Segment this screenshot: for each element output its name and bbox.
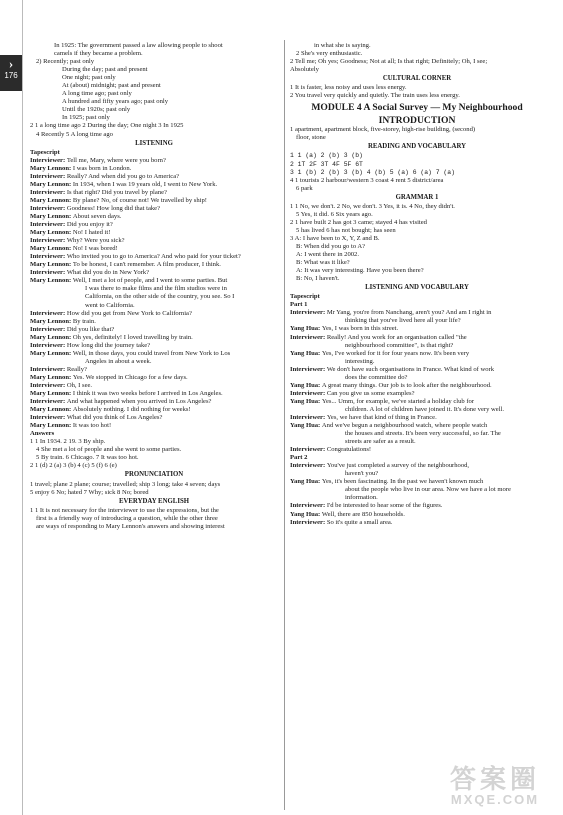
section-heading: GRAMMAR 1 xyxy=(395,193,439,201)
text-line: California, on the other side of the country, you see. So I xyxy=(85,293,235,301)
speaker-label: Mary Lennon xyxy=(30,422,70,430)
speaker-label: Interviewer xyxy=(30,309,63,317)
text-line: in what she is saying. xyxy=(314,42,371,49)
speaker-colon: : xyxy=(69,245,73,253)
speaker-colon: : xyxy=(318,478,322,486)
speaker-label: Interviewer xyxy=(30,341,63,349)
speaker-colon: : xyxy=(62,414,67,422)
speaker-label: Interviewer xyxy=(30,269,63,277)
dialogue-line xyxy=(30,406,278,414)
dialogue-line xyxy=(290,478,544,486)
speaker-colon: : xyxy=(322,389,327,397)
dialogue-line xyxy=(290,390,544,398)
speaker-colon: : xyxy=(318,325,322,333)
dialogue-line xyxy=(290,511,544,519)
speaker-label: Yang Hua xyxy=(290,397,319,405)
dialogue-line xyxy=(290,398,544,406)
speaker-label: Mary Lennon xyxy=(30,180,70,188)
speaker-colon: : xyxy=(62,365,67,373)
page-number-tab xyxy=(0,55,22,91)
text-line: went to California. xyxy=(85,301,135,309)
speaker-label: Mary Lennon xyxy=(30,349,70,357)
speaker-colon: : xyxy=(69,180,73,188)
speaker-colon: : xyxy=(322,333,327,341)
speaker-label: Yang Hua xyxy=(290,349,319,357)
speaker-label: Mary Lennon xyxy=(30,196,70,204)
speaker-label: Yang Hua xyxy=(290,325,319,333)
speaker-colon: : xyxy=(62,381,67,389)
text-line: 5 has lived 6 has not bought; has seen xyxy=(296,226,396,234)
dialogue-line xyxy=(30,221,278,229)
subheading: Part 1 xyxy=(290,301,308,309)
subheading: Answers xyxy=(30,430,55,438)
text-line: are ways of responding to Mary Lennon's answers and showing interest xyxy=(36,522,225,530)
dialogue-text: Goodness! How long did that take? xyxy=(66,204,161,212)
dialogue-text: How did you get from New York to California? xyxy=(66,309,192,317)
speaker-colon: : xyxy=(318,510,322,518)
left-column xyxy=(30,42,278,531)
text-line: streets are safer as a result. xyxy=(345,438,416,446)
speaker-label: Interviewer xyxy=(290,333,323,341)
speaker-colon: : xyxy=(69,229,73,237)
dialogue-text: Why? Were you sick? xyxy=(66,237,125,245)
subheading: Tapescript xyxy=(30,148,60,156)
speaker-colon: : xyxy=(62,188,67,196)
text-line: 2 1 (d) 2 (a) 3 (b) 4 (c) 5 (f) 6 (e) xyxy=(30,462,117,470)
dialogue-line xyxy=(30,197,278,205)
speaker-label: Yang Hua xyxy=(290,510,319,518)
dialogue-text: By plane? No, of course not! We travelled by ship! xyxy=(72,196,207,204)
speaker-colon: : xyxy=(69,196,73,204)
dialogue-text: A great many things. Our job is to look after the neighbourhood. xyxy=(321,381,492,389)
speaker-colon: : xyxy=(62,398,67,406)
speaker-colon: : xyxy=(62,237,67,245)
text-line: 3 A: I have been to X, Y, Z and B. xyxy=(290,234,380,242)
text-line: 1 1 No, we don't. 2 No, we don't. 3 Yes, it is. 4 No, they didn't. xyxy=(290,202,455,210)
text-line: 6 park xyxy=(296,184,313,192)
speaker-label: Interviewer xyxy=(30,414,63,422)
section-heading: LISTENING AND VOCABULARY xyxy=(365,284,469,292)
dialogue-line xyxy=(30,261,278,269)
dialogue-text: Yes. We stopped in Chicago for a few days. xyxy=(72,373,188,381)
dialogue-text: Oh, I see. xyxy=(66,381,93,389)
speaker-label: Interviewer xyxy=(30,221,63,229)
dialogue-line xyxy=(290,414,544,422)
speaker-colon: : xyxy=(69,333,73,341)
watermark-line1: 答案圈 xyxy=(449,764,540,794)
speaker-colon: : xyxy=(69,422,73,430)
dialogue-line xyxy=(30,269,278,277)
dialogue-line xyxy=(30,374,278,382)
page-number: 176 xyxy=(4,71,18,80)
text-line: 5 By train. 6 Chicago. 7 It was too hot. xyxy=(36,454,139,462)
dialogue-line xyxy=(290,446,544,454)
speaker-colon: : xyxy=(322,502,327,510)
speaker-colon: : xyxy=(62,253,67,261)
speaker-label: Interviewer xyxy=(290,502,323,510)
speaker-colon: : xyxy=(69,349,73,357)
dialogue-text: Congratulations! xyxy=(326,446,372,454)
text-line: children. A lot of children have joined it. It's done very well. xyxy=(345,405,505,413)
text-line: haven't you? xyxy=(345,470,379,478)
dialogue-line xyxy=(30,189,278,197)
dialogue-text: So it's quite a small area. xyxy=(326,518,393,526)
speaker-label: Mary Lennon xyxy=(30,317,70,325)
dialogue-text: It was too hot! xyxy=(72,422,112,430)
dialogue-text: Really! And you work for an organisation called "the xyxy=(326,333,467,341)
text-line: B: When did you go to A? xyxy=(296,242,366,250)
speaker-label: Interviewer xyxy=(30,237,63,245)
dialogue-text: Who invited you to go to America? And who paid for your ticket? xyxy=(66,253,241,261)
text-line: about the people who live in our area. Now we have a lot more xyxy=(345,486,511,494)
dialogue-text: What did you think of Los Angeles? xyxy=(66,414,163,422)
speaker-colon: : xyxy=(322,309,327,317)
text-line: 4 Recently 5 A long time ago xyxy=(36,130,113,138)
text-line: 2 1T 2F 3T 4F 5F 6T xyxy=(290,160,363,168)
text-line: I was there to make films and the film studios were in xyxy=(85,285,227,293)
speaker-label: Interviewer xyxy=(290,518,323,526)
section-heading: READING AND VOCABULARY xyxy=(367,143,467,151)
speaker-label: Yang Hua xyxy=(290,422,319,430)
speaker-label: Interviewer xyxy=(30,325,63,333)
dialogue-line xyxy=(30,342,278,350)
text-line: 1 It is faster, less noisy and uses less energy. xyxy=(290,84,407,92)
dialogue-line xyxy=(30,253,278,261)
speaker-colon: : xyxy=(322,365,327,373)
text-line: first is a friendly way of introducing a question, while the other three xyxy=(36,514,218,522)
dialogue-text: And what happened when you arrived in Los Angeles? xyxy=(66,398,212,406)
speaker-label: Mary Lennon xyxy=(30,261,70,269)
text-line: 3 1 (b) 2 (b) 3 (b) 4 (b) 5 (a) 6 (a) 7 (a) xyxy=(290,168,455,176)
dialogue-line xyxy=(30,165,278,173)
page-edge xyxy=(0,0,23,815)
speaker-label: Mary Lennon xyxy=(30,333,70,341)
dialogue-text: I was born in London. xyxy=(72,164,132,172)
speaker-label: Interviewer xyxy=(30,188,63,196)
dialogue-text: Is that right? Did you travel by plane? xyxy=(66,188,167,196)
text-line: A long time ago; past only xyxy=(62,90,132,98)
dialogue-line xyxy=(290,325,544,333)
text-line: 1 1 (a) 2 (b) 3 (b) xyxy=(290,152,363,160)
speaker-label: Mary Lennon xyxy=(30,212,70,220)
speaker-colon: : xyxy=(62,156,67,164)
dialogue-text: Well, in those days, you could travel from New York to Los xyxy=(72,349,231,357)
dialogue-line xyxy=(290,366,544,374)
text-line: information. xyxy=(345,494,378,502)
speaker-label: Interviewer xyxy=(290,365,323,373)
chevron-right-icon: › xyxy=(8,56,14,71)
text-line: 2 You travel very quickly and quietly. The train uses less energy. xyxy=(290,92,460,100)
speaker-colon: : xyxy=(62,221,67,229)
speaker-colon: : xyxy=(69,277,73,285)
text-line: 2 She's very enthusiastic. xyxy=(296,50,363,58)
section-heading: EVERYDAY ENGLISH xyxy=(118,497,190,505)
dialogue-line xyxy=(30,173,278,181)
dialogue-text: I'd be interested to hear some of the figures. xyxy=(326,502,443,510)
speaker-label: Interviewer xyxy=(30,172,63,180)
dialogue-text: Really? And when did you go to America? xyxy=(66,172,180,180)
dialogue-line xyxy=(30,181,278,189)
speaker-colon: : xyxy=(318,397,322,405)
speaker-colon: : xyxy=(62,172,67,180)
dialogue-line xyxy=(30,277,278,285)
dialogue-text: Did you enjoy it? xyxy=(66,221,113,229)
speaker-colon: : xyxy=(69,212,73,220)
speaker-label: Interviewer xyxy=(290,389,323,397)
text-line: A: It was very interesting. Have you been there? xyxy=(296,267,424,275)
text-line: 5 enjoy 6 No; hated 7 Why; sick 8 No; bored xyxy=(30,488,149,496)
dialogue-text: No! I was bored! xyxy=(72,245,118,253)
text-line: 1 apartment, apartment block, five-storey, high-rise building, (second) xyxy=(290,126,476,134)
text-line: floor, stone xyxy=(296,134,326,142)
dialogue-line xyxy=(30,398,278,406)
dialogue-text: Yes, I was born in this street. xyxy=(321,325,399,333)
dialogue-line xyxy=(290,462,544,470)
speaker-colon: : xyxy=(322,446,327,454)
dialogue-text: By train. xyxy=(72,317,96,325)
speaker-label: Mary Lennon xyxy=(30,373,70,381)
speaker-colon: : xyxy=(322,462,327,470)
speaker-label: Yang Hua xyxy=(290,478,319,486)
dialogue-line xyxy=(30,245,278,253)
text-line: Absolutely xyxy=(290,66,319,74)
dialogue-line xyxy=(290,502,544,510)
dialogue-text: Well, I met a lot of people, and I went to some parties. But xyxy=(72,277,228,285)
speaker-colon: : xyxy=(62,341,67,349)
speaker-label: Mary Lennon xyxy=(30,277,70,285)
text-line: 2 Tell me; Oh yes; Goodness; Not at all; Is that right; Definitely; Oh, I see; xyxy=(290,58,488,66)
text-line: During the day; past and present xyxy=(62,66,148,74)
dialogue-text: About seven days. xyxy=(72,212,122,220)
speaker-label: Mary Lennon xyxy=(30,245,70,253)
speaker-colon: : xyxy=(318,422,322,430)
speaker-label: Interviewer xyxy=(30,398,63,406)
dialogue-line xyxy=(30,318,278,326)
module-heading: INTRODUCTION xyxy=(378,115,456,127)
text-line: In 1925: The government passed a law allowing people to shoot xyxy=(54,42,223,49)
speaker-label: Interviewer xyxy=(30,365,63,373)
text-line: the houses and streets. It's been very successful, so far. The xyxy=(345,430,501,438)
text-line: interesting. xyxy=(345,357,375,365)
text-line: 2 1 a long time ago 2 During the day; One night 3 In 1925 xyxy=(30,122,184,130)
text-line: A hundred and fifty years ago; past only xyxy=(62,98,169,106)
dialogue-text: Did you like that? xyxy=(66,325,115,333)
dialogue-line xyxy=(30,382,278,390)
speaker-colon: : xyxy=(322,413,327,421)
text-line: neighbourhood committee", is that right? xyxy=(345,341,454,349)
watermark-line2: MXQE.COM xyxy=(450,792,540,807)
text-line: 2 1 have built 2 has got 3 came; stayed 4 has visited xyxy=(290,218,427,226)
dialogue-text: Yes, we have that kind of thing in France. xyxy=(326,413,437,421)
text-line: Until the 1920s; past only xyxy=(62,106,131,114)
speaker-colon: : xyxy=(62,269,67,277)
text-line: 2) Recently; past only xyxy=(36,58,95,66)
speaker-label: Mary Lennon xyxy=(30,390,70,398)
dialogue-line xyxy=(30,414,278,422)
speaker-colon: : xyxy=(69,164,73,172)
speaker-colon: : xyxy=(69,390,73,398)
speaker-colon: : xyxy=(62,325,67,333)
text-line: B: No, I haven't. xyxy=(296,275,340,283)
dialogue-text: Yes, I've worked for it for four years now. It's been very xyxy=(321,349,470,357)
dialogue-line xyxy=(290,422,544,430)
speaker-colon: : xyxy=(322,518,327,526)
dialogue-text: No! I hated it! xyxy=(72,229,111,237)
text-line: camels if they became a problem. xyxy=(54,50,143,58)
dialogue-line xyxy=(30,157,278,165)
column-divider xyxy=(284,40,285,810)
dialogue-text: Really? xyxy=(66,365,87,373)
speaker-label: Interviewer xyxy=(290,309,323,317)
speaker-label: Interviewer xyxy=(30,381,63,389)
dialogue-text: And we've begun a neighbourhood watch, where people watch xyxy=(321,422,488,430)
speaker-label: Interviewer xyxy=(290,446,323,454)
speaker-label: Interviewer xyxy=(30,204,63,212)
dialogue-line xyxy=(30,229,278,237)
dialogue-line xyxy=(290,334,544,342)
dialogue-text: To be honest, I can't remember. A film producer, I think. xyxy=(72,261,221,269)
dialogue-text: Can you give us some examples? xyxy=(326,389,415,397)
dialogue-line xyxy=(290,382,544,390)
text-line: 5 Yes, it did. 6 Six years ago. xyxy=(296,210,373,218)
dialogue-line xyxy=(30,334,278,342)
speaker-label: Yang Hua xyxy=(290,381,319,389)
speaker-colon: : xyxy=(69,373,73,381)
text-line: 1 travel; plane 2 plane; course; travelled; ship 3 long; take 4 seven; days xyxy=(30,480,221,488)
text-line: A: I went there in 2002. xyxy=(296,251,359,259)
dialogue-text: We don't have such organisations in France. What kind of work xyxy=(326,365,495,373)
dialogue-text: Oh yes, definitely! I loved travelling by train. xyxy=(72,333,193,341)
section-heading: PRONUNCIATION xyxy=(124,471,184,479)
dialogue-text: Well, there are 850 households. xyxy=(321,510,405,518)
text-line: One night; past only xyxy=(62,74,116,82)
text-line: In 1925; past only xyxy=(62,114,110,122)
speaker-colon: : xyxy=(69,317,73,325)
text-line: 1 1 It is not necessary for the interviewer to use the expressions, but the xyxy=(30,506,219,514)
speaker-label: Interviewer xyxy=(30,156,63,164)
speaker-colon: : xyxy=(318,381,322,389)
speaker-colon: : xyxy=(69,261,73,269)
text-line: 4 She met a lot of people and she went to some parties. xyxy=(36,446,182,454)
dialogue-line xyxy=(30,390,278,398)
dialogue-text: How long did the journey take? xyxy=(66,341,151,349)
section-heading: LISTENING xyxy=(135,139,173,147)
speaker-label: Mary Lennon xyxy=(30,164,70,172)
text-line: thinking that you've lived here all your life? xyxy=(345,317,461,325)
dialogue-text: You've just completed a survey of the neighbourhood, xyxy=(326,462,470,470)
dialogue-line xyxy=(30,422,278,430)
dialogue-line xyxy=(30,326,278,334)
dialogue-line xyxy=(290,350,544,358)
dialogue-text: Yes, it's been fascinating. In the past we haven't known much xyxy=(321,478,484,486)
dialogue-text: Yes... Umm, for example, we've started a holiday club for xyxy=(321,397,475,405)
dialogue-text: Tell me, Mary, where were you born? xyxy=(66,156,166,164)
section-heading: CULTURAL CORNER xyxy=(382,75,452,83)
dialogue-line xyxy=(290,519,544,527)
speaker-label: Interviewer xyxy=(30,253,63,261)
speaker-label: Mary Lennon xyxy=(30,406,70,414)
speaker-colon: : xyxy=(69,406,73,414)
watermark-logo xyxy=(435,765,555,807)
text-line: 1 1 In 1934. 2 19. 3 By ship. xyxy=(30,438,106,446)
dialogue-line xyxy=(30,205,278,213)
module-heading: MODULE 4 A Social Survey — My Neighbourhood xyxy=(311,102,523,114)
dialogue-text: I think it was two weeks before I arrived in Los Angeles. xyxy=(72,390,223,398)
speaker-colon: : xyxy=(62,309,67,317)
dialogue-line xyxy=(30,366,278,374)
speaker-colon: : xyxy=(318,349,322,357)
speaker-colon: : xyxy=(62,204,67,212)
subheading: Part 2 xyxy=(290,454,308,462)
text-line: 4 1 tourists 2 harbour/western 3 coast 4 rent 5 district/area xyxy=(290,176,444,184)
dialogue-line xyxy=(30,350,278,358)
dialogue-line xyxy=(30,310,278,318)
dialogue-line xyxy=(30,213,278,221)
dialogue-text: Absolutely nothing. I did nothing for weeks! xyxy=(72,406,191,414)
dialogue-text: Mr Yang, you're from Nanchang, aren't you? And am I right in xyxy=(326,309,492,317)
dialogue-text: In 1934, when I was 19 years old, I went to New York. xyxy=(72,180,218,188)
text-line: At (about) midnight; past and present xyxy=(62,82,161,90)
right-column xyxy=(290,42,544,527)
speaker-label: Mary Lennon xyxy=(30,229,70,237)
text-line: does the committee do? xyxy=(345,373,408,381)
text-line: Angeles in about a week. xyxy=(85,357,152,365)
dialogue-line xyxy=(290,309,544,317)
dialogue-text: What did you do in New York? xyxy=(66,269,150,277)
dialogue-line xyxy=(30,237,278,245)
subheading: Tapescript xyxy=(290,293,320,301)
text-line: B: What was it like? xyxy=(296,259,350,267)
speaker-label: Interviewer xyxy=(290,413,323,421)
speaker-label: Interviewer xyxy=(290,462,323,470)
